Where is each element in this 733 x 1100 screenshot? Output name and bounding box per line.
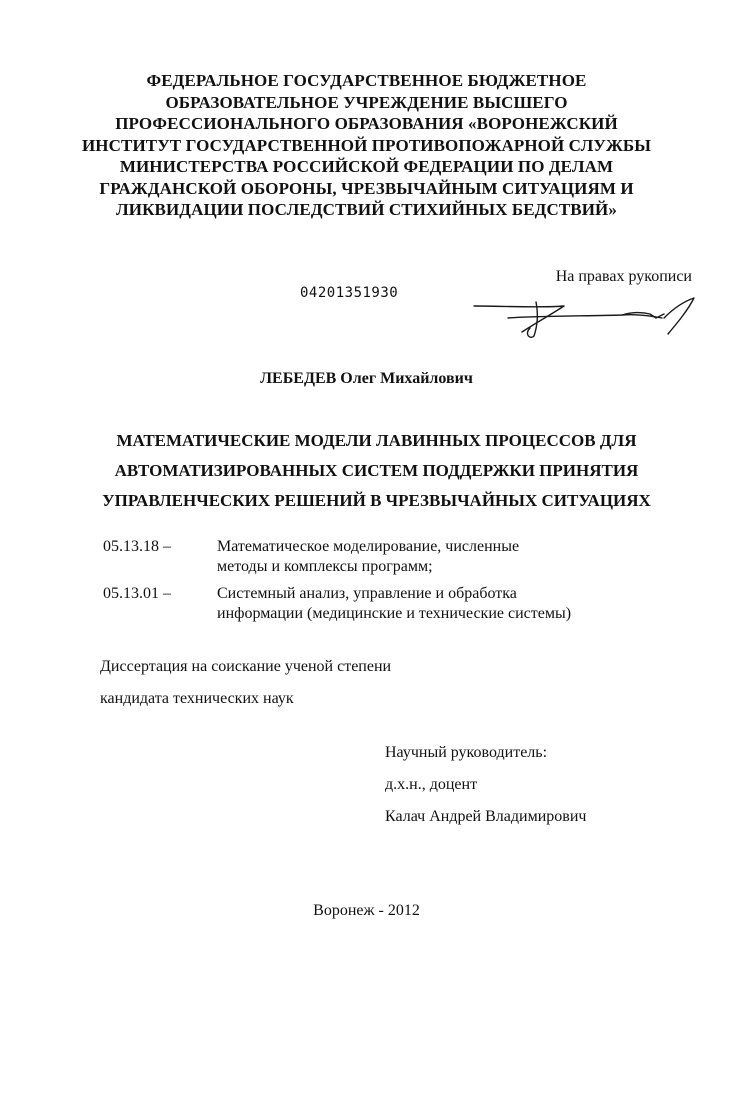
- author-name: ЛЕБЕДЕВ Олег Михайлович: [260, 370, 473, 387]
- manuscript-rights-note: На правах рукописи: [555, 268, 692, 285]
- specialty-code: 05.13.18 –: [103, 538, 171, 555]
- institution-line: ФЕДЕРАЛЬНОЕ ГОСУДАРСТВЕННОЕ БЮДЖЕТНОЕ: [146, 71, 587, 90]
- specialty-code: 05.13.01 –: [103, 585, 171, 602]
- institution-line: ИНСТИТУТ ГОСУДАРСТВЕННОЙ ПРОТИВОПОЖАРНОЙ СЛУЖБЫ: [81, 135, 652, 155]
- supervisor-degree: д.х.н., доцент: [385, 776, 478, 793]
- supervisor-block: [385, 737, 586, 833]
- handwritten-signature: [472, 296, 698, 340]
- supervisor-name: Калач Андрей Владимирович: [385, 808, 587, 825]
- city-year: Воронеж - 2012: [313, 902, 420, 919]
- institution-line: ОБРАЗОВАТЕЛЬНОЕ УЧРЕЖДЕНИЕ ВЫСШЕГО: [165, 92, 568, 112]
- specialty-description-line: информации (медицинские и технические системы): [217, 605, 572, 622]
- specialty-description-line: Системный анализ, управление и обработка: [217, 585, 517, 602]
- title-line: УПРАВЛЕНЧЕСКИХ РЕШЕНИЙ В ЧРЕЗВЫЧАЙНЫХ СИТУАЦИЯХ: [102, 491, 651, 510]
- dissertation-line: Диссертация на соискание ученой степени: [100, 658, 392, 675]
- title-line: АВТОМАТИЗИРОВАННЫХ СИСТЕМ ПОДДЕРЖКИ ПРИНЯТИЯ: [114, 461, 639, 480]
- institution-header: [60, 70, 673, 221]
- institution-line: ЛИКВИДАЦИИ ПОСЛЕДСТВИЙ СТИХИЙНЫХ БЕДСТВИЙ»: [116, 200, 617, 219]
- institution-line: ГРАЖДАНСКОЙ ОБОРОНЫ, ЧРЕЗВЫЧАЙНЫМ СИТУАЦИЯМ И: [99, 178, 634, 198]
- dissertation-statement: [100, 651, 391, 715]
- supervisor-label: Научный руководитель:: [385, 744, 548, 761]
- specialty-description-line: Математическое моделирование, численные: [217, 538, 520, 555]
- title-line: МАТЕМАТИЧЕСКИЕ МОДЕЛИ ЛАВИННЫХ ПРОЦЕССОВ ДЛЯ: [116, 431, 637, 450]
- specialty-description: [217, 537, 637, 577]
- specialty-description: [217, 584, 637, 624]
- institution-line: МИНИСТЕРСТВА РОССИЙСКОЙ ФЕДЕРАЦИИ ПО ДЕЛАМ: [119, 157, 614, 176]
- institution-line: ПРОФЕССИОНАЛЬНОГО ОБРАЗОВАНИЯ «ВОРОНЕЖСКИЙ: [115, 114, 618, 133]
- specialty-description-line: методы и комплексы программ;: [217, 558, 433, 575]
- thesis-title: [60, 426, 693, 516]
- dissertation-line: кандидата технических наук: [100, 690, 294, 707]
- catalog-code: 04201351930: [300, 285, 399, 301]
